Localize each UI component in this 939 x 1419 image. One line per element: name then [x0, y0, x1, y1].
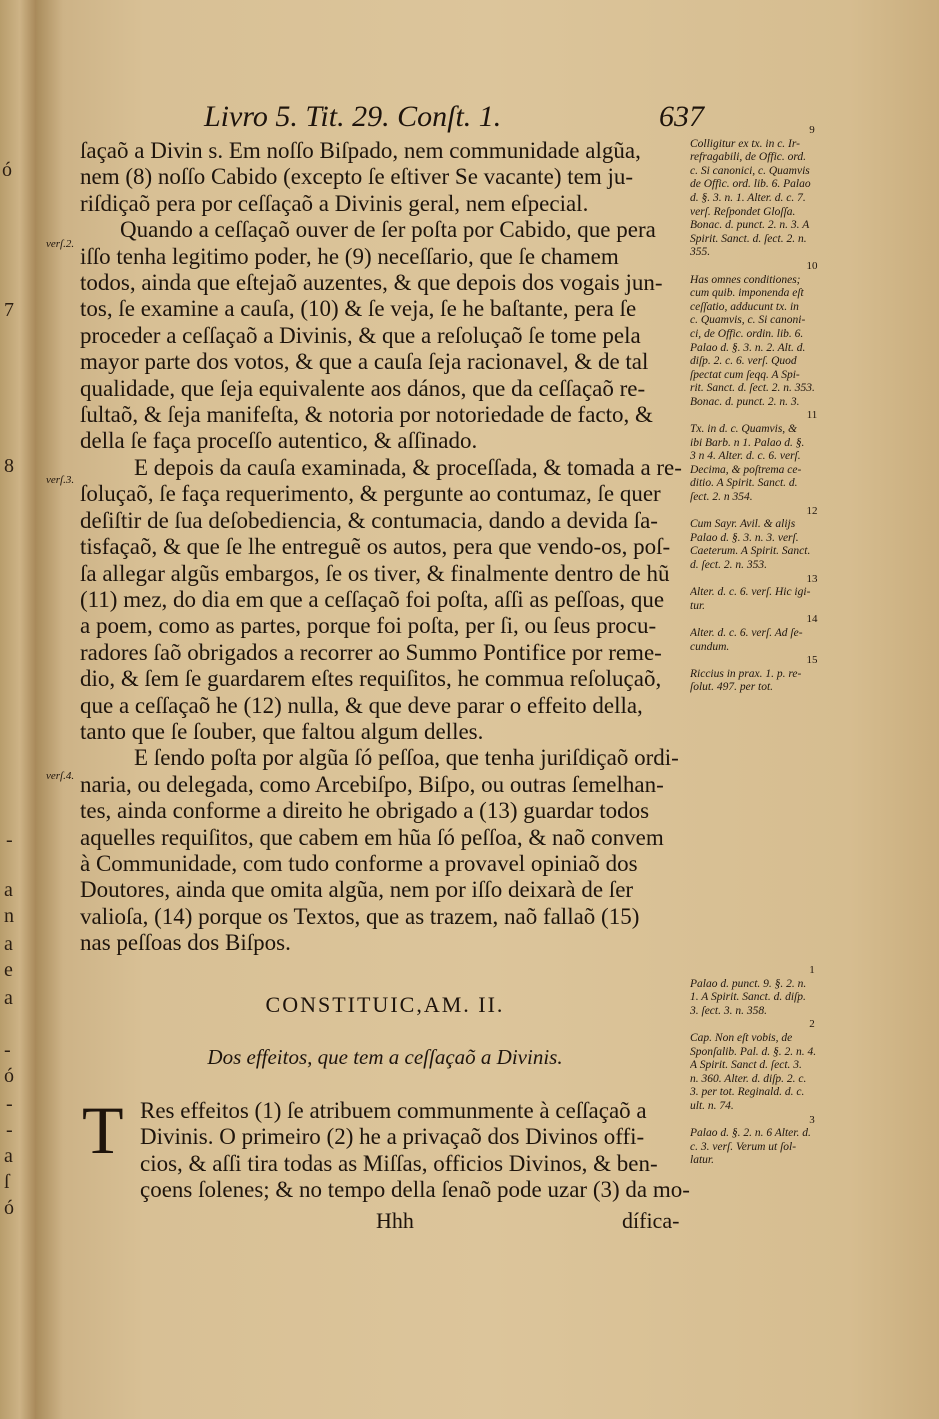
text-line: deſiſtir de ſua deſobediencia, & contumacia, dando a devida ſa-: [80, 507, 658, 533]
text-line: ſultaõ, & ſeja manifeſta, & notoria por notoriedade de facto, &: [80, 402, 653, 428]
note-line: cundum.: [690, 640, 730, 653]
note-number: 10: [806, 259, 818, 272]
prev-page-fragment: 7: [4, 299, 14, 321]
note-line: Cum Sayr. Avil. & alijs: [690, 518, 796, 531]
note-line: Palao d. §. 2. n. 6 Alter. d.: [690, 1127, 811, 1140]
note-line: ult. n. 74.: [690, 1099, 734, 1112]
text-line: à Communidade, com tudo conforme a provavel opiniaõ dos: [80, 850, 638, 876]
note-line: 1. A Spirit. Sanct. d. diſp.: [690, 991, 806, 1004]
running-title: Livro 5. Tit. 29. Conſt. 1.: [204, 100, 502, 133]
text-line: çoens ſolenes; & no tempo della ſenaõ pode uzar (3) da mo-: [140, 1177, 690, 1203]
text-line: mayor parte dos votos, & que a cauſa ſeja racionavel, & de tal: [80, 349, 649, 375]
note-line: refragabili, de Offic. ord.: [690, 151, 807, 164]
note-line: ſolut. 497. per tot.: [690, 681, 774, 694]
text-line: dio, & ſem ſe guardarem eſtes requiſitos, he commua reſoluçaõ,: [80, 666, 662, 692]
note-line: Colligitur ex tx. in c. Ir-: [690, 137, 800, 150]
margin-mark: verſ.2.: [46, 238, 75, 250]
note-line: latur.: [690, 1154, 714, 1167]
book-page: [36, 0, 939, 1419]
constitution-subtitle: Dos effeitos, que tem a ceſſaçaõ a Divinis.: [207, 1045, 563, 1069]
note-line: ci, de Offic. ordin. lib. 6.: [690, 327, 804, 340]
marginal-notes-lower: [690, 964, 934, 1168]
note-line: Caeterum. A Spirit. Sanct.: [690, 545, 811, 558]
text-line: nem (8) noſſo Cabido (excepto ſe eſtiver Se vacante) tem ju-: [80, 164, 634, 190]
note-line: Decima, & poſtrema ce-: [690, 463, 802, 476]
margin-mark: verſ.3.: [46, 474, 75, 486]
prev-page-fragment: -: [4, 1039, 11, 1061]
note-line: diſp. 2. c. 6. verſ. Quod: [690, 355, 797, 368]
prev-page-fragment: a: [4, 933, 13, 955]
note-line: de Offic. ord. lib. 6. Palao: [690, 178, 811, 191]
note-line: A Spirit. Sanct d. ſect. 3.: [690, 1059, 802, 1072]
text-line: tos, ſe examine a cauſa, (10) & ſe veja, ſe he baſtante, pera ſe: [80, 296, 637, 322]
note-line: c. Si canonici, c. Quamvis: [690, 164, 810, 177]
marginal-notes-upper: [690, 124, 934, 695]
note-line: d. ſect. 2. n. 353.: [690, 559, 767, 571]
prev-page-fragment: 8: [4, 455, 14, 477]
prev-page-fragment: ó: [2, 159, 12, 181]
text-line: a poem, como as partes, porque foi poſta, per ſi, ou ſeus procu-: [80, 613, 657, 639]
note-line: Has omnes conditiones;: [690, 273, 801, 286]
prev-page-fragment: -: [6, 1093, 13, 1115]
note-number: 9: [809, 124, 815, 136]
note-line: 3. ſect. 3. n. 358.: [690, 1004, 767, 1017]
note-line: Bonac. d. punct. 2. n. 3.: [690, 395, 800, 408]
text-line: riſdiçaõ pera por ceſſaçaõ a Divinis geral, nem eſpecial.: [80, 190, 589, 216]
text-line: proceder a ceſſaçaõ a Divinis, & que a reſoluçaõ ſe tome pela: [80, 322, 641, 348]
note-line: n. 360. Alter. d. diſp. 2. c.: [690, 1072, 807, 1085]
text-line: qualidade, que ſeja equivalente aos dános, que da ceſſaçaõ re-: [80, 375, 646, 401]
constitution-title: CONSTITUIC,AM. II.: [265, 992, 505, 1017]
note-line: verſ. Reſpondet Gloſſa.: [690, 205, 796, 218]
catchword: dífica-: [622, 1208, 680, 1233]
note-line: Palao d. §. 3. n. 3. verſ.: [690, 531, 799, 544]
text-line: Quando a ceſſaçaõ ouver de ſer poſta por Cabido, que pera: [120, 217, 656, 243]
text-line: E ſendo poſta por algũa ſó peſſoa, que tenha juriſdiçaõ ordi-: [134, 745, 679, 771]
prev-page-fragment: ó: [4, 1065, 14, 1087]
note-number: 1: [809, 964, 815, 976]
text-line: nas peſſoas dos Biſpos.: [80, 930, 291, 956]
note-line: Alter. d. c. 6. verſ. Ad ſe-: [690, 626, 803, 639]
drop-cap: T: [82, 1092, 124, 1168]
note-line: Tx. in d. c. Quamvis, &: [690, 423, 798, 436]
text-line: tisfaçaõ, & que ſe lhe entreguẽ os autos, pera que vendo-os, poſ-: [80, 534, 671, 560]
note-line: Sponſalib. Pal. d. §. 2. n. 4.: [690, 1045, 817, 1058]
note-number: 13: [806, 572, 818, 585]
note-line: Riccius in prax. 1. p. re-: [690, 667, 802, 680]
text-line: ſoluçaõ, ſe faça requerimento, & pergunte ao contumaz, ſe quer: [80, 481, 661, 507]
note-line: Spirit. Sanct. d. ſect. 2. n.: [690, 232, 807, 245]
note-line: ceſſatio, adducunt tx. in: [690, 300, 799, 313]
note-line: cum quib. imponenda eſt: [690, 287, 804, 300]
text-line: tes, ainda conforme a direito he obrigado a (13) guardar todos: [80, 798, 650, 824]
note-line: Palao d. punct. 9. §. 2. n.: [690, 977, 807, 990]
prev-page-fragment: a: [4, 879, 13, 901]
text-line: ſa allegar algũs embargos, ſe os tiver, & finalmente dentro de hũ: [80, 560, 670, 586]
text-line: Doutores, ainda que omita algũa, nem por iſſo deixarà de ſer: [80, 877, 634, 903]
text-line: Res effeitos (1) ſe atribuem communmente à ceſſaçaõ a: [140, 1098, 647, 1123]
note-line: Palao d. §. 3. n. 2. Alt. d.: [690, 341, 806, 354]
note-line: ſect. 2. n 354.: [690, 491, 753, 504]
text-line: todos, ainda que eſtejaõ auzentes, & que depois dos vogais jun-: [80, 270, 663, 296]
text-line: tanto que ſe ſouber, que faltou algum delles.: [80, 718, 484, 744]
prev-page-fragment: -: [6, 1119, 13, 1141]
main-text-lower: [140, 1098, 690, 1204]
note-number: 11: [806, 409, 818, 422]
text-line: radores ſaõ obrigados a recorrer ao Summo Pontifice por reme-: [80, 639, 662, 665]
text-line: valioſa, (14) porque os Textos, que as trazem, naõ fallaõ (15): [80, 903, 640, 929]
text-line: ſaçaõ a Divin s. Em noſſo Biſpado, nem communidade algũa,: [80, 138, 641, 163]
prev-page-fragment: -: [6, 829, 13, 851]
note-number: 12: [806, 504, 818, 517]
note-line: tur.: [690, 599, 706, 612]
main-text-upper: [80, 138, 690, 957]
note-line: d. §. 3. n. 1. Alter. d. c. 7.: [690, 191, 806, 204]
note-line: Alter. d. c. 6. verſ. Hic igi-: [690, 586, 811, 599]
page-number: 637: [659, 100, 704, 133]
note-line: ditio. A Spirit. Sanct. d.: [690, 477, 798, 490]
note-line: 3. per tot. Reginald. d. c.: [690, 1086, 805, 1099]
note-number: 3: [809, 1113, 815, 1126]
prev-page-fragment: ſ: [4, 1171, 10, 1193]
prev-page-fragment: n: [4, 905, 14, 927]
note-line: 355.: [690, 246, 711, 259]
note-line: Bonac. d. punct. 2. n. 3. A: [690, 219, 810, 232]
text-line: iſſo tenha legitimo poder, he (9) neceſſario, que ſe chamem: [80, 243, 619, 269]
text-line: Divinis. O primeiro (2) he a privaçaõ dos Divinos offi-: [140, 1124, 645, 1150]
note-line: ibi Barb. n 1. Palao d. §.: [690, 436, 805, 449]
text-line: della ſe faça proceſſo autentico, & aſſinado.: [80, 428, 478, 454]
page-header: [204, 100, 704, 140]
note-line: c. 3. verſ. Verum ut ſol-: [690, 1140, 797, 1153]
note-number: 15: [806, 654, 818, 667]
note-line: rit. Sanct. d. ſect. 2. n. 353.: [690, 382, 815, 395]
text-line: E depois da cauſa examinada, & proceſſada, & tomada a re-: [134, 454, 682, 480]
note-line: Cap. Non eſt vobis, de: [690, 1031, 793, 1044]
prev-page-fragment: e: [4, 959, 13, 981]
note-line: 3 n 4. Alter. d. c. 6. verſ.: [690, 450, 801, 463]
prev-page-fragment: ó: [4, 1197, 14, 1219]
note-number: 2: [809, 1018, 815, 1031]
note-number: 14: [806, 613, 818, 626]
text-line: aquelles requiſitos, que cabem em hũa ſó peſſoa, & naõ convem: [80, 824, 664, 850]
note-line: c. Quamvis, c. Si canoni-: [690, 314, 806, 327]
text-line: cios, & aſſi tira todas as Miſſas, officios Divinos, & ben-: [140, 1150, 658, 1176]
text-line: que a ceſſaçaõ he (12) nulla, & que deve parar o effeito della,: [80, 692, 643, 718]
prev-page-fragment: a: [4, 1145, 13, 1167]
previous-page-edge: [0, 0, 36, 1419]
margin-mark: verſ.4.: [46, 770, 75, 782]
text-line: (11) mez, do dia em que a ceſſaçaõ foi poſta, aſſi as peſſoas, que: [80, 586, 665, 612]
note-line: ſpectat cum ſeqq. A Spi-: [690, 368, 800, 381]
prev-page-fragment: a: [4, 987, 13, 1009]
text-line: naria, ou delegada, como Arcebiſpo, Biſpo, ou outras ſemelhan-: [80, 771, 664, 797]
signature-mark: Hhh: [376, 1208, 414, 1233]
